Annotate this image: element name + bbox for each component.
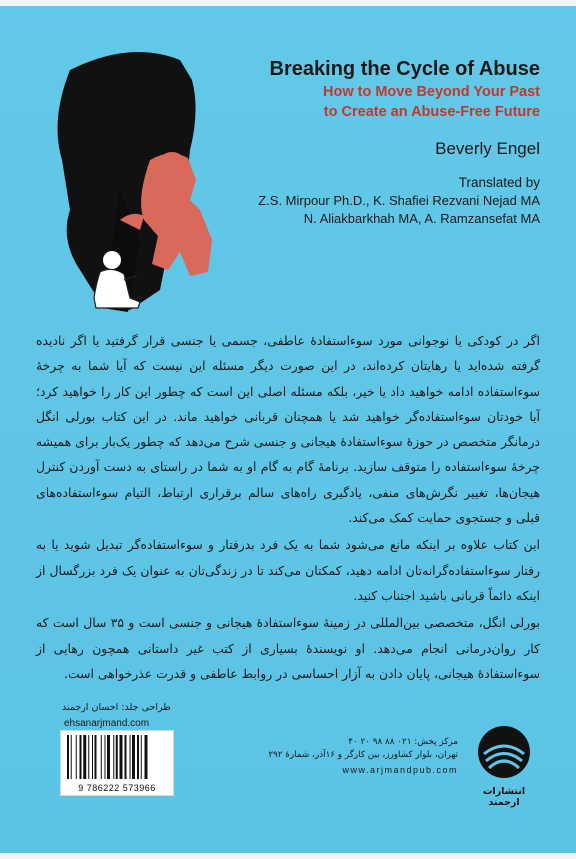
publisher-logo (468, 724, 540, 808)
description-paragraph-2: این کتاب علاوه بر اینکه مانع می‌شود شما به یک فرد بدرفتار و سوءاستفاده‌گر تبدیل شوید یا به رفتار سوءاستفاده‌گرانه‌تان ادامه دهید، کمکتان می‌کند تا در زندگی‌تان به عنوان یک فرد بزرگسال از اینکه دائماً قربانی باشید اجتناب کنید. (36, 537, 540, 603)
publisher-logo-icon (476, 724, 532, 780)
description-paragraph-1: اگر در کودکی یا نوجوانی مورد سوءاستفادهٔ عاطفی، جسمی یا جنسی قرار گرفتید یا اگر نادیده گرفته شده‌اید یا رهایتان کرده‌اند، در این صورت دیگر مسئله این نیست که آیا شما به چرخهٔ سوءاستفاده ادامه خواهید داد یا خیر، بلکه مسئله اصلی این است که چطور این کار را خواهید کرد؛ آیا خودتان سوءاستفاده‌گر خواهید شد یا همچنان قربانی خواهید ماند. در این کتاب بورلی انگل درمانگر متخصص در حوزهٔ سوءاستفادهٔ هیجانی و جنسی شرح می‌دهد که چطور یک‌بار برای همیشه چرخهٔ سوءاستفاده را متوقف سازید. برنامهٔ گام به گام او به شما در راستای به دست آوردن کنترل هیجان‌ها، تغییر نگرش‌های منفی، یادگیری راه‌های سالم برقراری ارتباط، التیام سوءاستفاده‌های قبلی و جستجوی حمایت کمک می‌کند. (36, 333, 540, 526)
barcode-bar (113, 735, 114, 779)
distribution-phone: مرکز پخش: ۰۲۱ ۸۸ ۹۸ ۲۰ ۴۰ (348, 737, 458, 747)
publisher-address: تهران، بلوار کشاورز، بین کارگر و ۱۶آذر، شمارهٔ ۲۹۲ (268, 750, 458, 760)
barcode-bar (116, 735, 118, 779)
barcode-bars (67, 735, 167, 779)
persian-description (36, 328, 540, 688)
publisher-website: www.arjmandpub.com (342, 765, 458, 775)
barcode-bar (132, 735, 135, 779)
cover-designer: طراحی جلد: احسان ارجمند (62, 702, 171, 713)
barcode-bar (120, 735, 123, 779)
barcode-bar (125, 735, 127, 779)
barcode-bar (71, 735, 72, 779)
barcode-bar (130, 735, 131, 779)
book-subtitle-line1: How to Move Beyond Your Past (323, 84, 540, 100)
isbn-number: 9 786222 573966 (78, 783, 156, 793)
description-paragraph-3: بورلی انگل، متخصصی بین‌المللی در زمینهٔ سوءاستفادهٔ هیجانی و جنسی است و ۳۵ سال است که کار روان‌درمانی انجام می‌دهد. او نویسندهٔ بسیاری از کتب غیر داستانی همچون رهایی از سوءاستفادهٔ هیجانی، پایان دادن به آزار احساسی در روابط عاطفی و قدرت عذرخواهی است. (36, 615, 540, 681)
barcode-bar (141, 735, 142, 779)
barcode-bar (107, 735, 110, 779)
english-info (180, 56, 540, 228)
top-edge (0, 0, 576, 6)
barcode-bar (92, 735, 93, 779)
barcode (60, 730, 174, 796)
barcode-bar (105, 735, 106, 779)
barcode-bar (83, 735, 86, 779)
barcode-bar (67, 735, 69, 779)
bottom-edge (0, 853, 576, 859)
translators-line2: N. Aliakbarkhah MA, A. Ramzansefat MA (303, 211, 540, 226)
book-subtitle-line2: to Create an Abuse-Free Future (323, 104, 540, 120)
barcode-bar (88, 735, 89, 779)
barcode-bar (80, 735, 82, 779)
barcode-bar (145, 735, 148, 779)
author-name: Beverly Engel (435, 139, 540, 158)
publisher-name: انتشارات ارجمند (482, 786, 526, 808)
barcode-bar (95, 735, 97, 779)
translators-line1: Z.S. Mirpour Ph.D., K. Shafiei Rezvani Nejad MA (258, 193, 540, 208)
translated-label: Translated by (458, 175, 540, 190)
book-title: Breaking the Cycle of Abuse (269, 58, 540, 80)
designer-website: ehsanarjmand.com (64, 718, 150, 729)
barcode-bar (137, 735, 139, 779)
barcode-bar (101, 735, 102, 779)
barcode-bar (76, 735, 77, 779)
publisher-info (258, 736, 458, 777)
